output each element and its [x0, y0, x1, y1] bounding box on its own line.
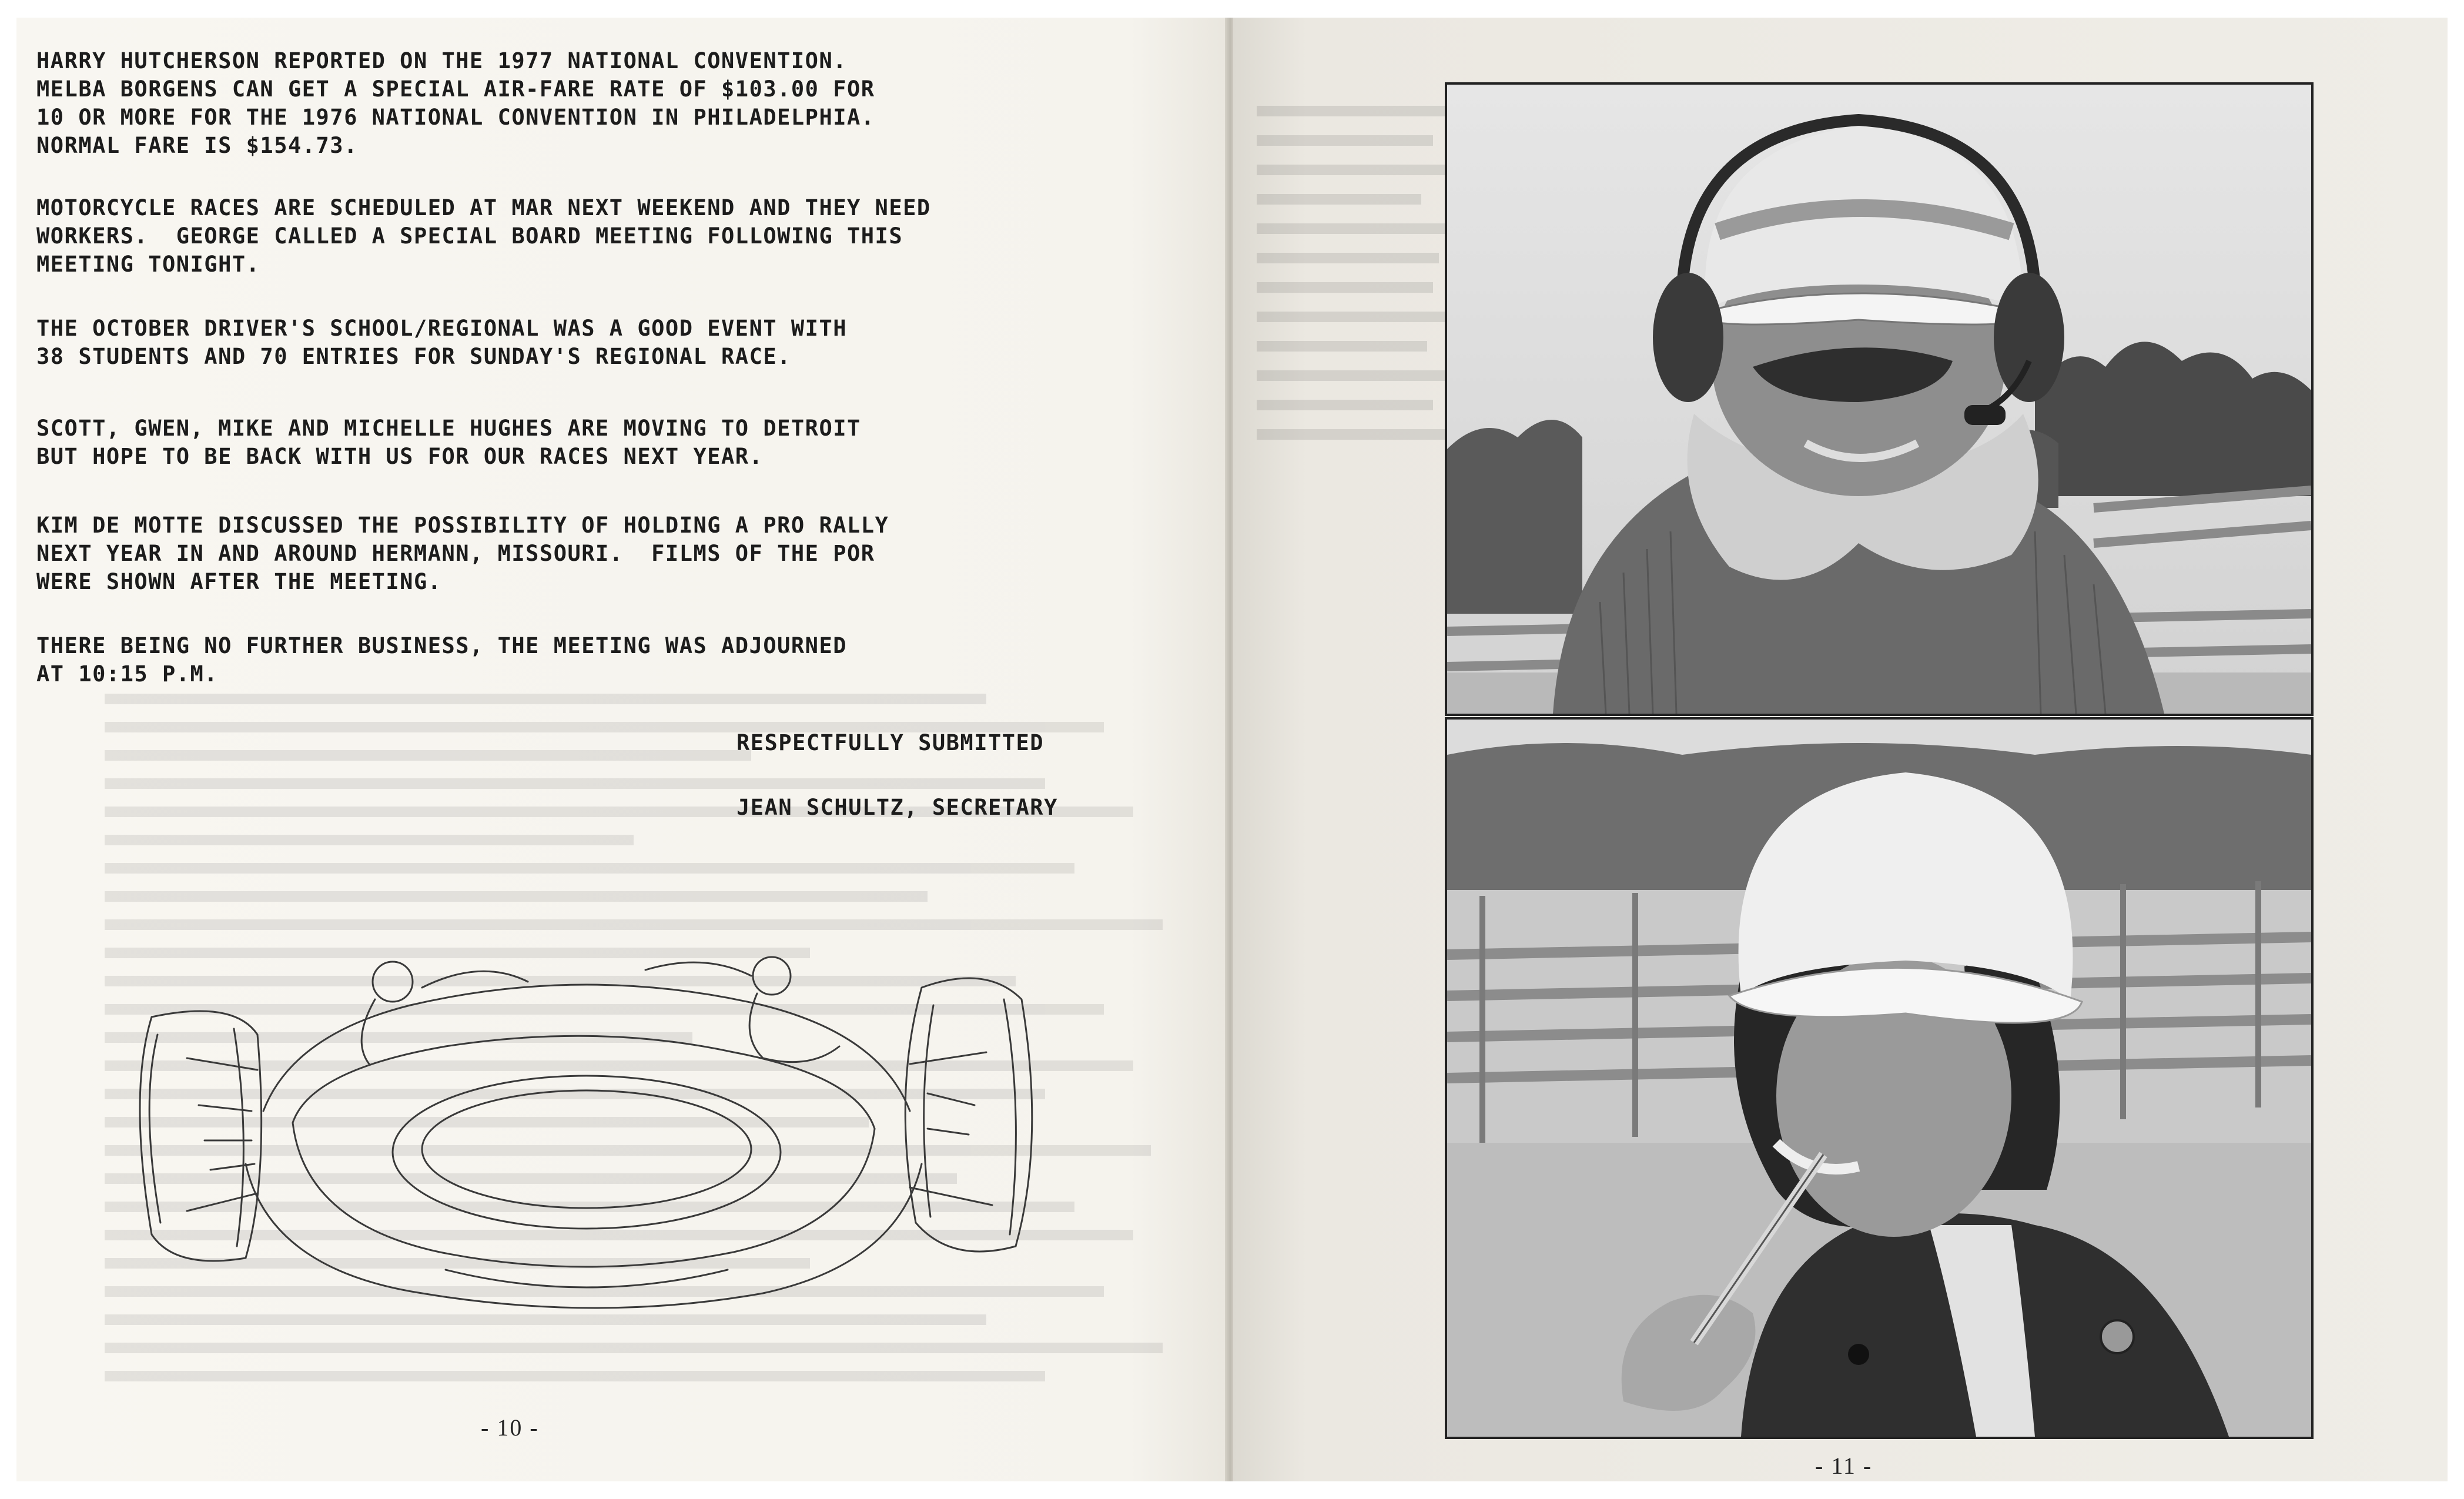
page-number: - 10 -	[481, 1414, 539, 1441]
show-through-text	[1257, 106, 1457, 1340]
left-page	[16, 18, 1227, 1481]
text-line: NORMAL FARE IS $154.73.	[36, 133, 358, 158]
text-line: THERE BEING NO FURTHER BUSINESS, THE MEETING WAS ADJOURNED	[36, 633, 848, 658]
paragraph-hughes-moving	[36, 414, 1212, 471]
text-line: SCOTT, GWEN, MIKE AND MICHELLE HUGHES ARE MOVING TO DETROIT	[36, 416, 861, 441]
text-line: BUT HOPE TO BE BACK WITH US FOR OUR RACES NEXT YEAR.	[36, 444, 764, 469]
text-line: MOTORCYCLE RACES ARE SCHEDULED AT MAR NEXT WEEKEND AND THEY NEED	[36, 195, 931, 220]
closing: RESPECTFULLY SUBMITTED	[736, 730, 1044, 755]
text-line: HARRY HUTCHERSON REPORTED ON THE 1977 NATIONAL CONVENTION.	[36, 48, 848, 73]
booklet-spread	[16, 18, 2448, 1481]
text-line: 10 OR MORE FOR THE 1976 NATIONAL CONVENTION IN PHILADELPHIA.	[36, 105, 875, 130]
right-page	[1233, 18, 2448, 1481]
text-line: KIM DE MOTTE DISCUSSED THE POSSIBILITY OF HOLDING A PRO RALLY	[36, 513, 889, 538]
paragraph-motorcycle-races	[36, 194, 1212, 279]
text-line: AT 10:15 P.M.	[36, 661, 219, 687]
signature-line: JEAN SCHULTZ, SECRETARY	[736, 795, 1058, 820]
text-line: MEETING TONIGHT.	[36, 252, 260, 277]
photo-man-with-headset	[1445, 82, 2314, 716]
text-line: WERE SHOWN AFTER THE MEETING.	[36, 569, 442, 594]
photo-woman-in-white-hat	[1445, 717, 2314, 1439]
text-line: NEXT YEAR IN AND AROUND HERMANN, MISSOURI. FILMS OF THE POR	[36, 541, 875, 566]
paragraph-convention	[36, 47, 1212, 160]
text-line: MELBA BORGENS CAN GET A SPECIAL AIR-FARE RATE OF $103.00 FOR	[36, 76, 875, 102]
text-line: 38 STUDENTS AND 70 ENTRIES FOR SUNDAY'S REGIONAL RACE.	[36, 344, 791, 369]
text-line: WORKERS. GEORGE CALLED A SPECIAL BOARD MEETING FOLLOWING THIS	[36, 223, 903, 249]
race-car-sketch	[116, 917, 1104, 1340]
paragraph-drivers-school	[36, 314, 1212, 371]
paragraph-adjourned	[36, 632, 1212, 688]
text-line: THE OCTOBER DRIVER'S SCHOOL/REGIONAL WAS A GOOD EVENT WITH	[36, 316, 848, 341]
paragraph-pro-rally	[36, 511, 1212, 596]
page-number: - 11 -	[1815, 1453, 1873, 1479]
